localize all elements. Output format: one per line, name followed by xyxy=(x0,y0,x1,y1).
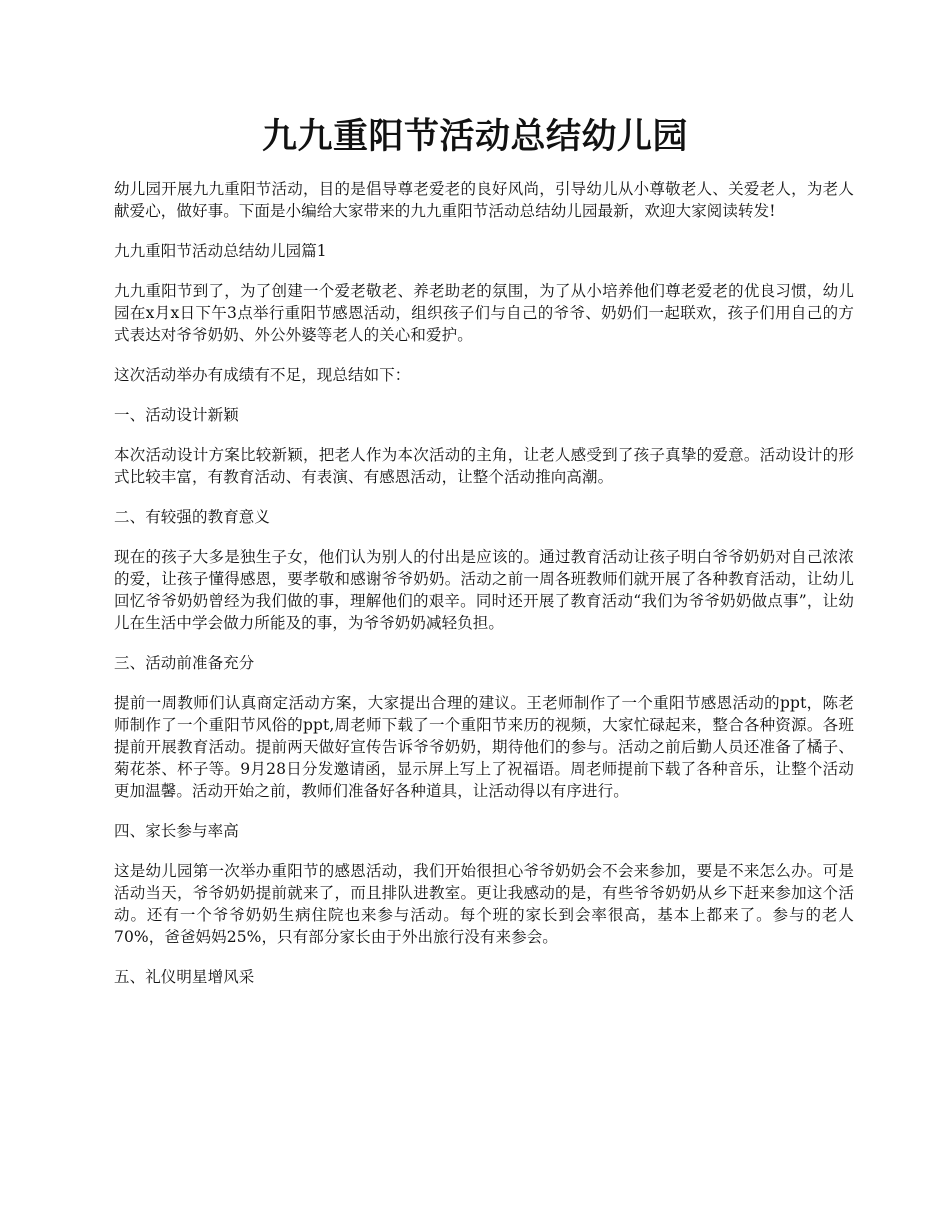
document-body xyxy=(114,178,854,1006)
paragraph: 这次活动举办有成绩有不足，现总结如下： xyxy=(114,366,411,384)
intro-paragraph: 幼儿园开展九九重阳节活动，目的是倡导尊老爱老的良好风尚，引导幼儿从小尊敬老人、关爱老人，为老人献爱心，做好事。下面是小编给大家带来的九九重阳节活动总结幼儿园最新，欢迎大家阅读转发! xyxy=(114,180,854,220)
section-heading: 一、活动设计新颖 xyxy=(114,406,239,424)
paragraph: 现在的孩子大多是独生子女，他们认为别人的付出是应该的。通过教育活动让孩子明白爷爷奶奶对自己浓浓的爱，让孩子懂得感恩，要孝敬和感谢爷爷奶奶。活动之前一周各班教师们就开展了各种教育活动，让幼儿回忆爷爷奶奶曾经为我们做的事，理解他们的艰辛。同时还开展了教育活动“我们为爷爷奶奶做点事”，让幼儿在生活中学会做力所能及的事，为爷爷奶奶减轻负担。 xyxy=(114,548,854,632)
paragraph: 九九重阳节到了，为了创建一个爱老敬老、养老助老的氛围，为了从小培养他们尊老爱老的优良习惯，幼儿园在x月x日下午3点举行重阳节感恩活动，组织孩子们与自己的爷爷、奶奶们一起联欢，孩子们用自己的方式表达对爷爷奶奶、外公外婆等老人的关心和爱护。 xyxy=(114,282,854,344)
paragraph: 这是幼儿园第一次举办重阳节的感恩活动，我们开始很担心爷爷奶奶会不会来参加，要是不来怎么办。可是活动当天，爷爷奶奶提前就来了，而且排队进教室。更让我感动的是，有些爷爷奶奶从乡下赶来参加这个活动。还有一个爷爷奶奶生病住院也来参与活动。每个班的家长到会率很高，基本上都来了。参与的老人70%，爸爸妈妈25%，只有部分家长由于外出旅行没有来参会。 xyxy=(114,862,854,946)
article-section-heading: 九九重阳节活动总结幼儿园篇1 xyxy=(114,242,327,260)
section-heading: 五、礼仪明星增风采 xyxy=(114,968,255,986)
section-heading: 三、活动前准备充分 xyxy=(114,654,255,672)
paragraph: 提前一周教师们认真商定活动方案，大家提出合理的建议。王老师制作了一个重阳节感恩活动的ppt，陈老师制作了一个重阳节风俗的ppt,周老师下载了一个重阳节来历的视频，大家忙碌起来，整合各种资源。各班提前开展教育活动。提前两天做好宣传告诉爷爷奶奶，期待他们的参与。活动之前后勤人员还准备了橘子、菊花茶、杯子等。9月28日分发邀请函，显示屏上写上了祝福语。周老师提前下载了各种音乐，让整个活动更加温馨。活动开始之前，教师们准备好各种道具，让活动得以有序进行。 xyxy=(114,694,854,800)
section-heading: 二、有较强的教育意义 xyxy=(114,508,271,526)
section-heading: 四、家长参与率高 xyxy=(114,822,239,840)
paragraph: 本次活动设计方案比较新颖，把老人作为本次活动的主角，让老人感受到了孩子真挚的爱意。活动设计的形式比较丰富，有教育活动、有表演、有感恩活动，让整个活动推向高潮。 xyxy=(114,446,854,486)
document-title: 九九重阳节活动总结幼儿园 xyxy=(261,117,688,157)
